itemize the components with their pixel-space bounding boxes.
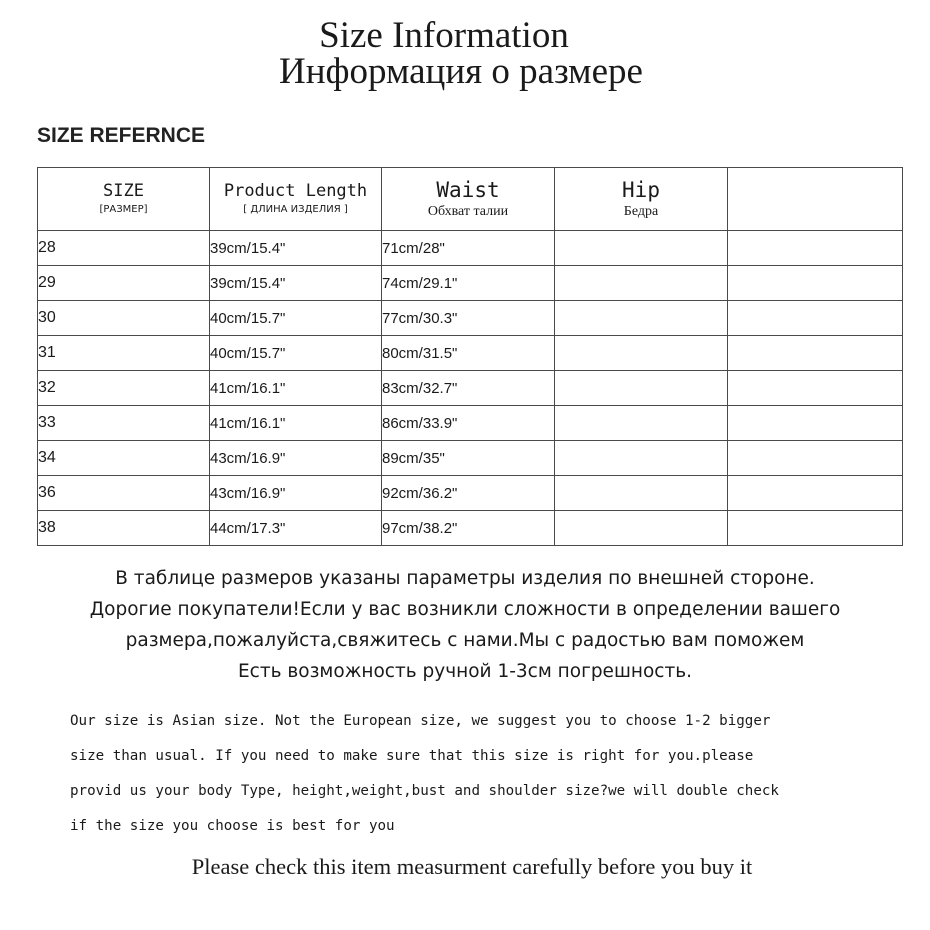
waist-cell: 89cm/35" (382, 441, 555, 476)
extra-cell (728, 371, 903, 406)
header-extra (728, 168, 903, 231)
extra-cell (728, 476, 903, 511)
size-cell: 34 (38, 441, 210, 476)
extra-cell (728, 301, 903, 336)
size-reference-label: SIZE REFERNCE (37, 124, 206, 147)
size-cell: 29 (38, 266, 210, 301)
length-cell: 40cm/15.7" (210, 301, 382, 336)
length-cell: 43cm/16.9" (210, 476, 382, 511)
size-cell: 31 (38, 336, 210, 371)
hip-cell (555, 266, 728, 301)
size-cell: 32 (38, 371, 210, 406)
hip-cell (555, 301, 728, 336)
english-note-line: provid us your body Type, height,weight,bust and shoulder size?we will double check (70, 783, 779, 799)
waist-cell: 92cm/36.2" (382, 476, 555, 511)
hip-cell (555, 406, 728, 441)
table-row (38, 266, 903, 301)
table-row (38, 406, 903, 441)
table-row (38, 336, 903, 371)
size-cell: 38 (38, 511, 210, 546)
table-row (38, 441, 903, 476)
extra-cell (728, 511, 903, 546)
table-row (38, 231, 903, 266)
russian-note-line: размера,пожалуйста,свяжитесь с нами.Мы с радостью вам поможем (125, 630, 805, 651)
hip-cell (555, 511, 728, 546)
size-cell: 33 (38, 406, 210, 441)
waist-cell: 77cm/30.3" (382, 301, 555, 336)
table-header-row (38, 168, 903, 231)
size-cell: 28 (38, 231, 210, 266)
header-length-label: Product Length (223, 181, 368, 201)
title-russian: Информация о размере (279, 51, 643, 92)
header-waist-sublabel: Обхват талии (427, 204, 509, 219)
waist-cell: 80cm/31.5" (382, 336, 555, 371)
header-length-sublabel: [ ДЛИНА ИЗДЕЛИЯ ] (243, 204, 348, 215)
hip-cell (555, 336, 728, 371)
header-length (210, 168, 382, 231)
russian-note-line: В таблице размеров указаны параметры изделия по внешней стороне. (115, 568, 815, 589)
english-note-line: Our size is Asian size. Not the European size, we suggest you to choose 1-2 bigger (70, 713, 771, 729)
size-cell: 36 (38, 476, 210, 511)
length-cell: 39cm/15.4" (210, 266, 382, 301)
waist-cell: 71cm/28" (382, 231, 555, 266)
header-size-label: SIZE (103, 181, 144, 201)
extra-cell (728, 266, 903, 301)
extra-cell (728, 441, 903, 476)
hip-cell (555, 476, 728, 511)
footer-note: Please check this item measurment carefully before you buy it (191, 854, 753, 879)
table-row (38, 476, 903, 511)
table-row (38, 301, 903, 336)
header-hip-label: Hip (622, 178, 660, 202)
waist-cell: 74cm/29.1" (382, 266, 555, 301)
header-size (38, 168, 210, 231)
extra-cell (728, 231, 903, 266)
waist-cell: 83cm/32.7" (382, 371, 555, 406)
header-size-sublabel: [РАЗМЕР] (99, 204, 148, 215)
length-cell: 44cm/17.3" (210, 511, 382, 546)
waist-cell: 86cm/33.9" (382, 406, 555, 441)
size-cell: 30 (38, 301, 210, 336)
hip-cell (555, 371, 728, 406)
length-cell: 43cm/16.9" (210, 441, 382, 476)
size-table (37, 167, 903, 546)
title-english: Size Information (319, 15, 569, 56)
header-waist (382, 168, 555, 231)
english-note-line: size than usual. If you need to make sure that this size is right for you.please (70, 748, 754, 764)
length-cell: 39cm/15.4" (210, 231, 382, 266)
header-hip-sublabel: Бедра (623, 204, 659, 219)
extra-cell (728, 336, 903, 371)
hip-cell (555, 441, 728, 476)
header-waist-label: Waist (436, 178, 500, 202)
russian-note-line: Есть возможность ручной 1-3см погрешность. (237, 661, 693, 682)
english-notes (70, 704, 910, 844)
length-cell: 40cm/15.7" (210, 336, 382, 371)
table-row (38, 511, 903, 546)
table-row (38, 371, 903, 406)
english-note-line: if the size you choose is best for you (70, 818, 395, 834)
header-hip (555, 168, 728, 231)
russian-note-line: Дорогие покупатели!Если у вас возникли сложности в определении вашего (89, 599, 841, 620)
russian-notes (0, 563, 930, 687)
length-cell: 41cm/16.1" (210, 371, 382, 406)
length-cell: 41cm/16.1" (210, 406, 382, 441)
hip-cell (555, 231, 728, 266)
extra-cell (728, 406, 903, 441)
waist-cell: 97cm/38.2" (382, 511, 555, 546)
